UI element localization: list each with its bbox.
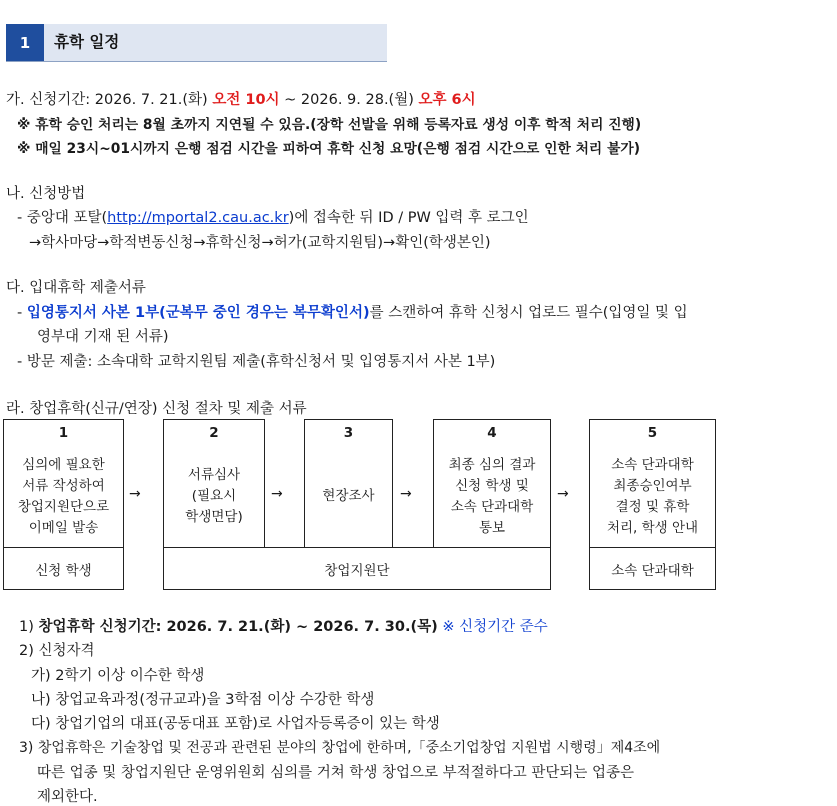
military-docs-title: 다. 입대휴학 제출서류 (6, 280, 146, 296)
step-box-5: 5 소속 단과대학 최종승인여부 결정 및 휴학 처리, 학생 안내 (589, 419, 716, 548)
note-3-line-2: 따른 업종 및 창업지원단 운영위원회 심의를 거쳐 학생 창업으로 부적절하다고 판단되는 업종은 (37, 765, 634, 781)
method-title: 나. 신청방법 (6, 186, 86, 202)
step-box-4: 4 최종 심의 결과 신청 학생 및 소속 단과대학 통보 (433, 419, 551, 548)
actor-student: 신청 학생 (3, 547, 124, 590)
step-box-2: 2 서류심사 (필요시 학생면담) (163, 419, 265, 548)
note-3-line-3: 제외한다. (37, 789, 98, 805)
flow-arrow: → (129, 486, 141, 502)
military-doc-item-2: - 방문 제출: 소속대학 교학지원팀 제출(휴학신청서 및 입영통지서 사본 1부) (17, 354, 496, 370)
note-approval-delay: ※ 휴학 승인 처리는 8월 초까지 지연될 수 있음.(장학 선발을 위해 등록자료 생성 이후 학적 처리 진행) (17, 117, 642, 133)
note-3: 3) 창업휴학은 기술창업 및 전공과 관련된 분야의 창업에 한하며,「중소기업창업 지원법 시행령」제4조에 (19, 740, 661, 756)
flow-arrow: → (400, 486, 412, 502)
method-line-2: →학사마당→학적변동신청→휴학신청→허가(교학지원팀)→확인(학생본인) (29, 235, 491, 251)
portal-link[interactable]: http://mportal2.cau.ac.kr (107, 210, 289, 226)
step-box-3: 3 현장조사 (304, 419, 393, 548)
note-2: 2) 신청자격 (19, 643, 95, 659)
start-time: 오전 10시 (212, 92, 280, 108)
actor-college: 소속 단과대학 (589, 547, 716, 590)
end-time: 오후 6시 (418, 92, 476, 108)
flow-arrow: → (557, 486, 569, 502)
military-doc-item-1-cont: 영부대 기재 된 서류) (37, 329, 169, 345)
military-doc-item-1: - 입영통지서 사본 1부(군복무 중인 경우는 복무확인서)를 스캔하여 휴학 신청시 업로드 필수(입영일 및 입 (17, 305, 688, 321)
section-number: 1 (6, 24, 44, 61)
note-2c: 다) 창업기업의 대표(공동대표 포함)로 사업자등록증이 있는 학생 (31, 716, 440, 732)
actor-startup-support: 창업지원단 (163, 547, 551, 590)
step-box-1: 1 심의에 필요한 서류 작성하여 창업지원단으로 이메일 발송 (3, 419, 124, 548)
flow-arrow: → (271, 486, 283, 502)
startup-leave-title: 라. 창업휴학(신규/연장) 신청 절차 및 제출 서류 (6, 401, 307, 417)
section-title: 휴학 일정 (54, 33, 120, 51)
note-2a: 가) 2학기 이상 이수한 학생 (31, 668, 205, 684)
note-2b: 나) 창업교육과정(정규교과)을 3학점 이상 수강한 학생 (31, 692, 375, 708)
apply-period-line: 가. 신청기간: 2026. 7. 21.(화) 오전 10시 ~ 2026. 9. 28.(월) 오후 6시 (6, 92, 476, 108)
note-bank-maintenance: ※ 매일 23시~01시까지 은행 점검 시간을 피하여 휴학 신청 요망(은행 점검 시간으로 인한 처리 불가) (17, 141, 641, 157)
note-1: 1) 창업휴학 신청기간: 2026. 7. 21.(화) ~ 2026. 7. 30.(목) ※ 신청기간 준수 (19, 619, 548, 635)
section-header (6, 24, 387, 62)
method-line-1: - 중앙대 포탈(http://mportal2.cau.ac.kr)에 접속한 뒤 ID / PW 입력 후 로그인 (17, 210, 529, 226)
